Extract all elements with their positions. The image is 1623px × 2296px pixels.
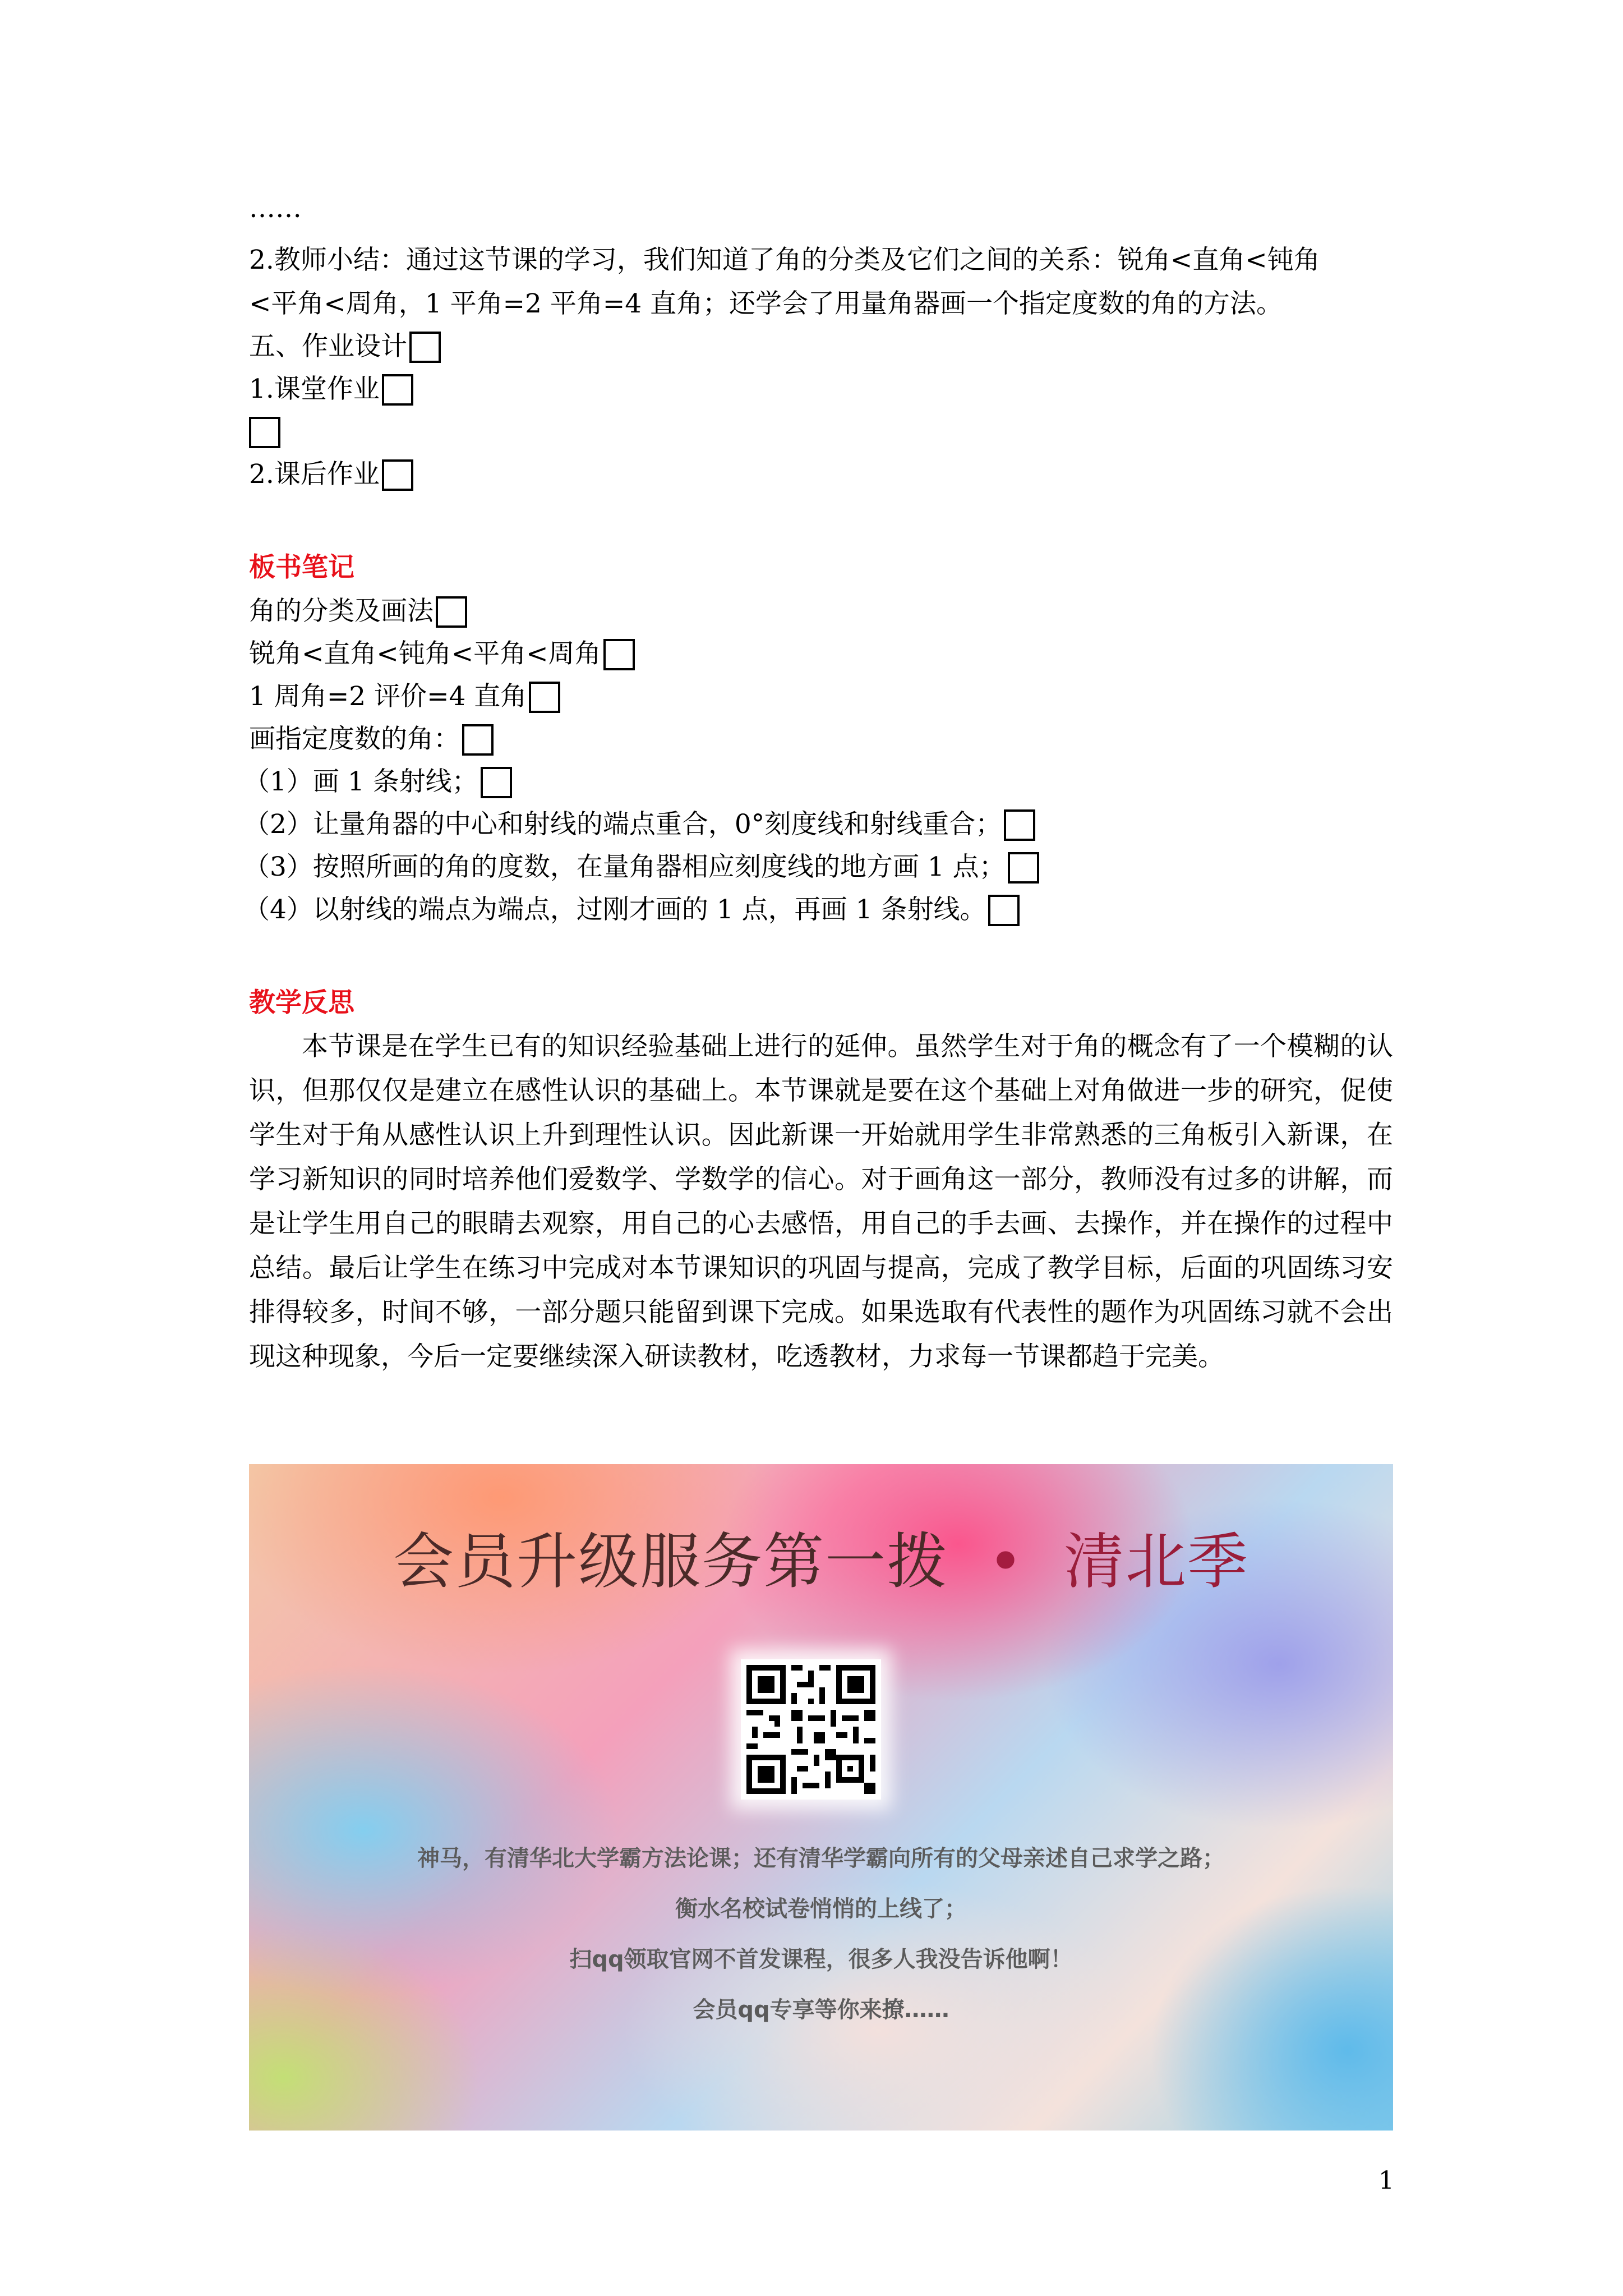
banner-title: 会员升级服务第一拨 • 清北季 [393,1527,1249,1597]
qr-code[interactable] [741,1659,881,1800]
page-number: 1 [1378,2166,1394,2195]
banner-line: 神马，有清华北大学霸方法论课；还有清华学霸向所有的父母亲述自己求学之路； [417,1846,1225,1871]
banner-line: 扫qq领取官网不首发课程，很多人我没告诉他啊！ [569,1947,1073,1972]
promo-banner[interactable] [249,1464,1393,2131]
board-step: （1）画 1 条射线； [243,765,512,799]
banner-line: 衡水名校试卷悄悄的上线了； [675,1896,967,1922]
board-step: （2）让量角器的中心和射线的端点重合，0°刻度线和射线重合； [243,808,1035,841]
checkbox[interactable] [481,767,512,798]
checkbox[interactable] [1004,809,1035,841]
checkbox[interactable] [382,374,413,406]
checkbox[interactable] [529,682,560,713]
board-heading: 板书笔记 [249,552,354,583]
board-step: （4）以射线的端点为端点，过刚才画的 1 点，再画 1 条射线。 [243,893,1020,927]
checkbox[interactable] [462,724,494,756]
homework-after: 2.课后作业 [249,458,413,491]
board-line: 画指定度数的角： [249,723,494,756]
checkbox[interactable] [249,417,280,448]
board-line: 1 周角=2 评价=4 直角 [249,680,560,714]
checkbox[interactable] [382,459,413,491]
board-line: 角的分类及画法 [249,595,467,628]
checkbox[interactable] [409,332,441,363]
checkbox[interactable] [603,639,635,670]
board-step: （3）按照所画的角的度数，在量角器相应刻度线的地方画 1 点； [243,850,1039,884]
summary-line-1: 2.教师小结：通过这节课的学习，我们知道了角的分类及它们之间的关系：锐角<直角<钝角 [249,245,1320,275]
reflection-heading: 教学反思 [249,987,354,1018]
board-line: 锐角<直角<钝角<平角<周角 [249,637,635,671]
checkbox[interactable] [436,596,467,628]
empty-box-line [249,415,280,449]
banner-line: 会员qq专享等你来撩…… [693,1997,949,2023]
homework-heading: 五、作业设计 [249,330,441,364]
ellipsis: …… [249,193,302,224]
reflection-body: 本节课是在学生已有的知识经验基础上进行的延伸。虽然学生对于角的概念有了一个模糊的认识，但那仅仅是建立在感性认识的基础上。本节课就是要在这个基础上对角做进一步的研究，促使学生对于角从感性认识上升到理性认识。因此新课一开始就用学生非常熟悉的三角板引入新课，在学习新知识的同时培养他们爱数学、学数学的信心。对于画角这一部分，教师没有过多的讲解，而是让学生用自己的眼睛去观察，用自己的心去感悟，用自己的手去画、去操作，并在操作的过程中总结。最后让学生在练习中完成对本节课知识的巩固与提高，完成了教学目标，后面的巩固练习安排得较多，时间不够，一部分题只能留到课下完成。如果选取有代表性的题作为巩固练习就不会出现这种现象，今后一定要继续深入研读教材，吃透教材，力求每一节课都趋于完美。 [249,1031,1393,1372]
homework-class: 1.课堂作业 [249,372,413,406]
checkbox[interactable] [1008,852,1039,884]
summary-line-2: <平角<周角，1 平角=2 平角=4 直角；还学会了用量角器画一个指定度数的角的方法。 [249,288,1283,319]
checkbox[interactable] [988,895,1020,926]
